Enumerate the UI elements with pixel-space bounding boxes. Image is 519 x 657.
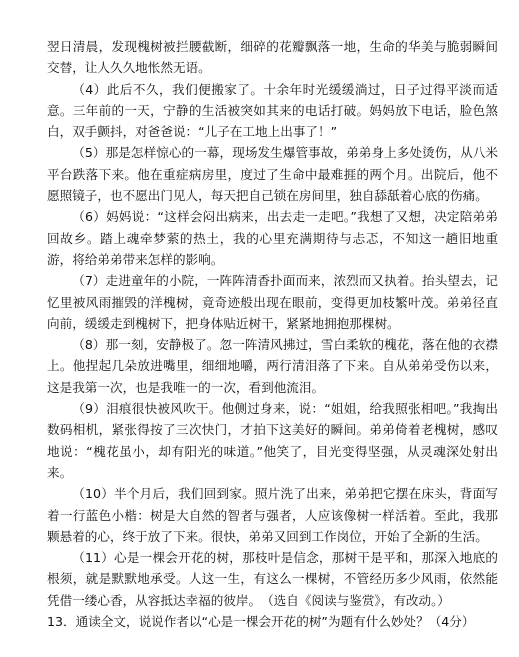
paragraph-5: （5）那是怎样惊心的一幕，现场发生爆管事故，弟弟身上多处烫伤，从八米平台跌落下来。他在重症病房里，度过了生命中最难捱的两个月。出院后，他不愿照镜子，也不愿出门见人，每天把自己锁在房间里，独自舔舐着心底的伤痛。 [47, 145, 498, 204]
paragraph-4: （4）此后不久，我们便搬家了。十余年时光缓缓淌过，日子过得平淡而适意。三年前的一天，宁静的生活被突如其来的电话打破。妈妈放下电话，脸色煞白，双手颤抖，对爸爸说：“儿子在工地上出事了！” [47, 81, 498, 140]
paragraph-7: （7）走进童年的小院，一阵阵清香扑面而来，浓烈而又执着。抬头望去，记忆里被风雨摧毁的洋槐树，竟奇迹般出现在眼前，变得更加枝繁叶茂。弟弟径直向前，缓缓走到槐树下，把身体贴近树干，紧紧地拥抱那棵树。 [47, 273, 498, 331]
paragraph-9: （9）泪痕很快被风吹干。他侧过身来，说：“姐姐，给我照张相吧。”我掏出数码相机，紧张得按了三次快门，才拍下这美好的瞬间。弟弟倚着老槐树，感叹地说：“槐花虽小，却有阳光的味道。”他笑了，目光变得坚强，从灵魂深处射出来。 [47, 401, 498, 480]
paragraph-10: （10）半个月后，我们回到家。照片洗了出来，弟弟把它摆在床头，背面写着一行蓝色小楷：树是大自然的智者与强者，人应该像树一样活着。至此，我那颗悬着的心，终于放了下来。很快，弟弟又回到工作岗位，开始了全新的生活。 [47, 486, 498, 544]
question-13: 13．通读全文，说说作者以“心是一棵会开花的树”为题有什么妙处？（4分） [47, 614, 475, 630]
paragraph-6: （6）妈妈说：“这样会闷出病来，出去走一走吧。”我想了又想，决定陪弟弟回故乡。踏上魂牵梦萦的热土，我的心里充满期待与忐忑，不知这一趟旧地重游，将给弟弟带来怎样的影响。 [47, 209, 498, 267]
paragraph-11: （11）心是一棵会开花的树，那枝叶是信念，那树干是平和，那深入地底的根须，就是默默地承受。人这一生，有这么一棵树，不管经历多少风雨，依然能凭借一缕心香，从容抵达幸福的彼岸。 （选自《阅读与鉴赏》，有改动。） [47, 550, 498, 608]
article-body [47, 36, 498, 632]
paragraph-continued: 翌日清晨，发现槐树被拦腰截断，细碎的花瓣飘落一地，生命的华美与脆弱瞬间交替，让人久久地怅然无语。 [47, 39, 498, 76]
paragraph-8: （8）那一刻，安静极了。忽一阵清风拂过，雪白柔软的槐花，落在他的衣襟上。他捏起几朵放进嘴里，细细地嚼，两行清泪落了下来。自从弟弟受伤以来，这是我第一次，也是我唯一的一次，看到他流泪。 [47, 337, 498, 395]
